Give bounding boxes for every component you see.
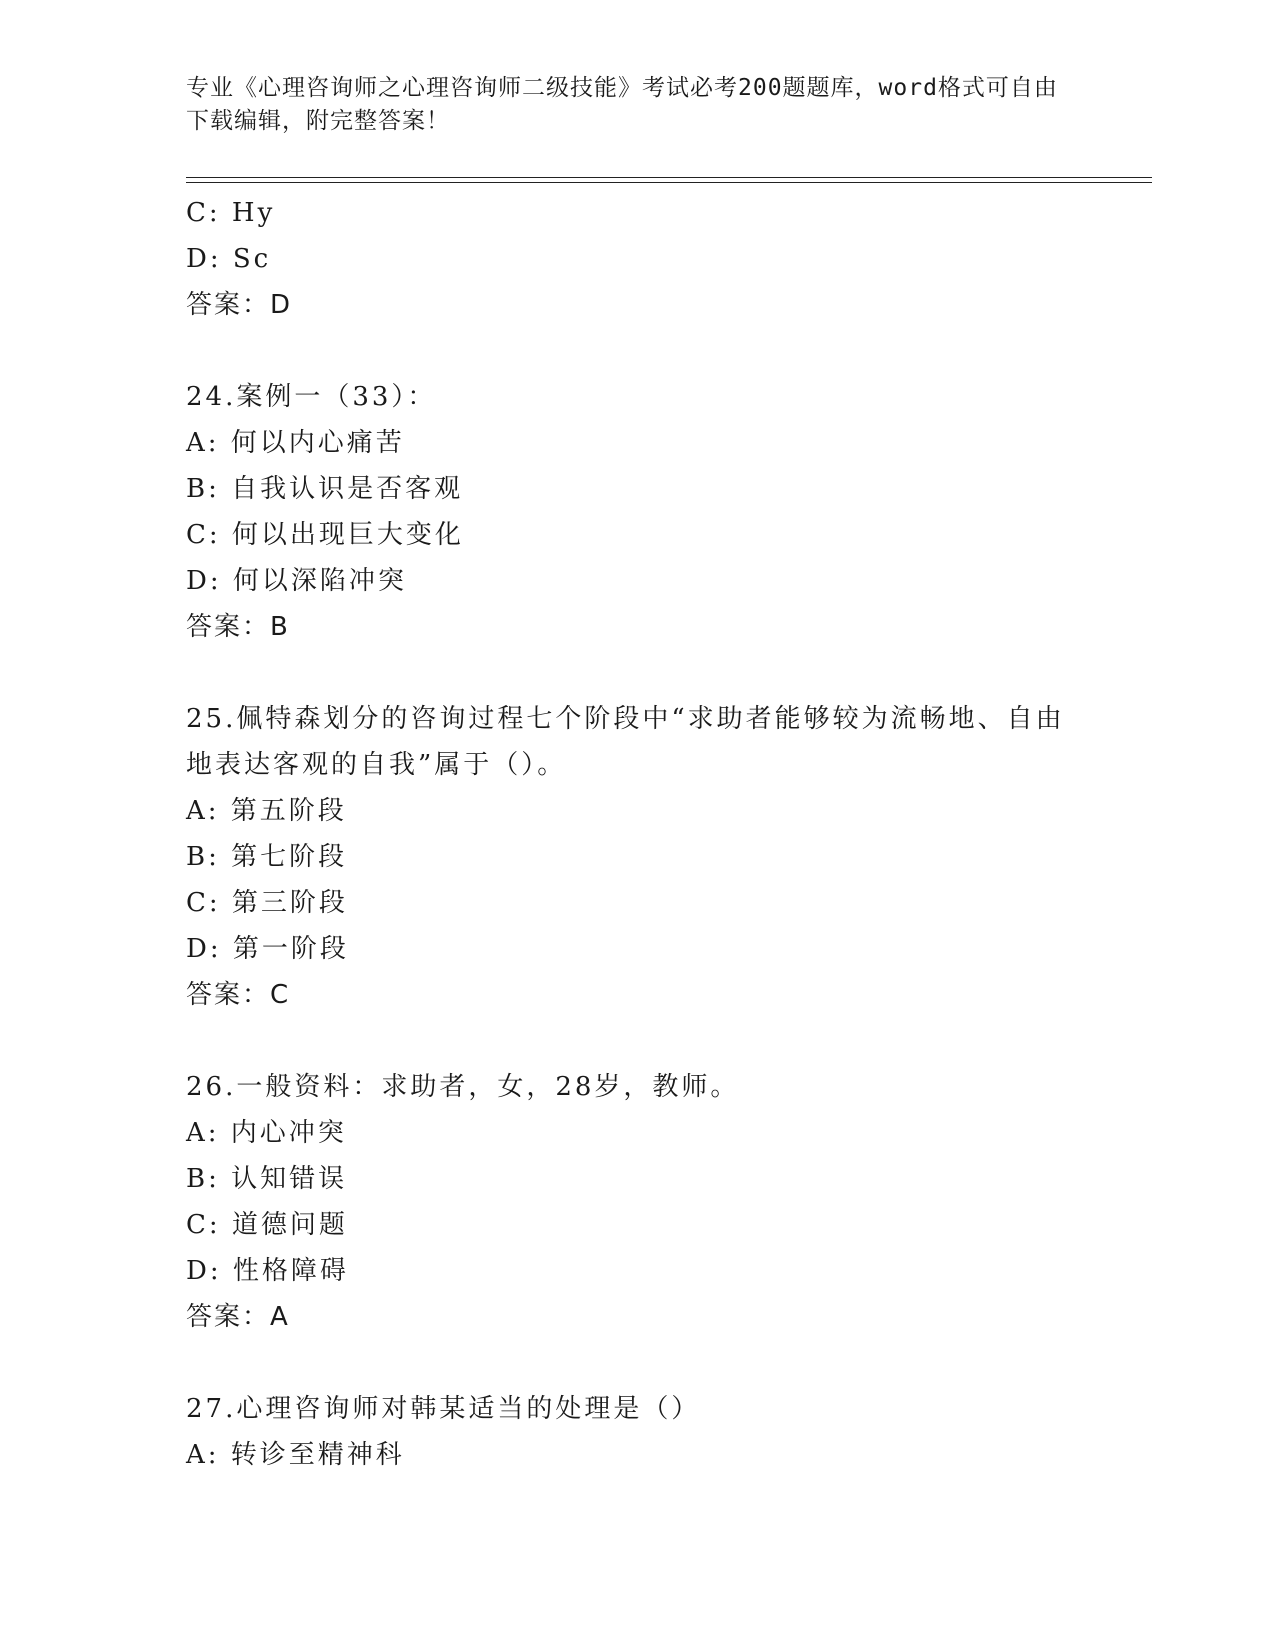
option-item: A: 转诊至精神科 xyxy=(186,1440,405,1470)
spacer xyxy=(186,650,1086,696)
spacer xyxy=(186,328,1086,374)
option-item: C: Hy xyxy=(186,198,276,228)
answer-line: 答案：B xyxy=(186,612,290,642)
option-item: D: 性格障碍 xyxy=(186,1256,349,1286)
question-text: 24.案例一（33）： xyxy=(186,382,437,412)
answer-line: 答案：C xyxy=(186,980,291,1010)
option-item: B: 第七阶段 xyxy=(186,842,348,872)
option-item: B: 自我认识是否客观 xyxy=(186,474,464,504)
answer-line: 答案：D xyxy=(186,290,293,320)
option-item: C: 道德问题 xyxy=(186,1210,348,1240)
spacer xyxy=(186,1340,1086,1386)
header-rule-top xyxy=(186,177,1152,178)
spacer xyxy=(186,1018,1086,1064)
question-text: 26.一般资料：求助者，女，28岁，教师。 xyxy=(186,1072,740,1102)
option-item: C: 何以出现巨大变化 xyxy=(186,520,464,550)
option-item: A: 第五阶段 xyxy=(186,796,347,826)
question-content xyxy=(186,190,1086,1478)
option-item: A: 何以内心痛苦 xyxy=(186,428,405,458)
header-rule-bottom xyxy=(186,182,1152,183)
option-item: B: 认知错误 xyxy=(186,1164,348,1194)
option-item: A: 内心冲突 xyxy=(186,1118,347,1148)
option-item: D: 第一阶段 xyxy=(186,934,349,964)
option-item: C: 第三阶段 xyxy=(186,888,348,918)
question-text: 27.心理咨询师对韩某适当的处理是（） xyxy=(186,1394,701,1424)
answer-line: 答案：A xyxy=(186,1302,290,1332)
option-item: D: Sc xyxy=(186,244,272,274)
option-item: D: 何以深陷冲突 xyxy=(186,566,407,596)
question-text: 25.佩特森划分的咨询过程七个阶段中“求助者能够较为流畅地、自由地表达客观的自我”属于（）。 xyxy=(186,704,1065,780)
document-header: 专业《心理咨询师之心理咨询师二级技能》考试必考200题题库，word格式可自由下载编辑，附完整答案！ xyxy=(186,75,1058,134)
